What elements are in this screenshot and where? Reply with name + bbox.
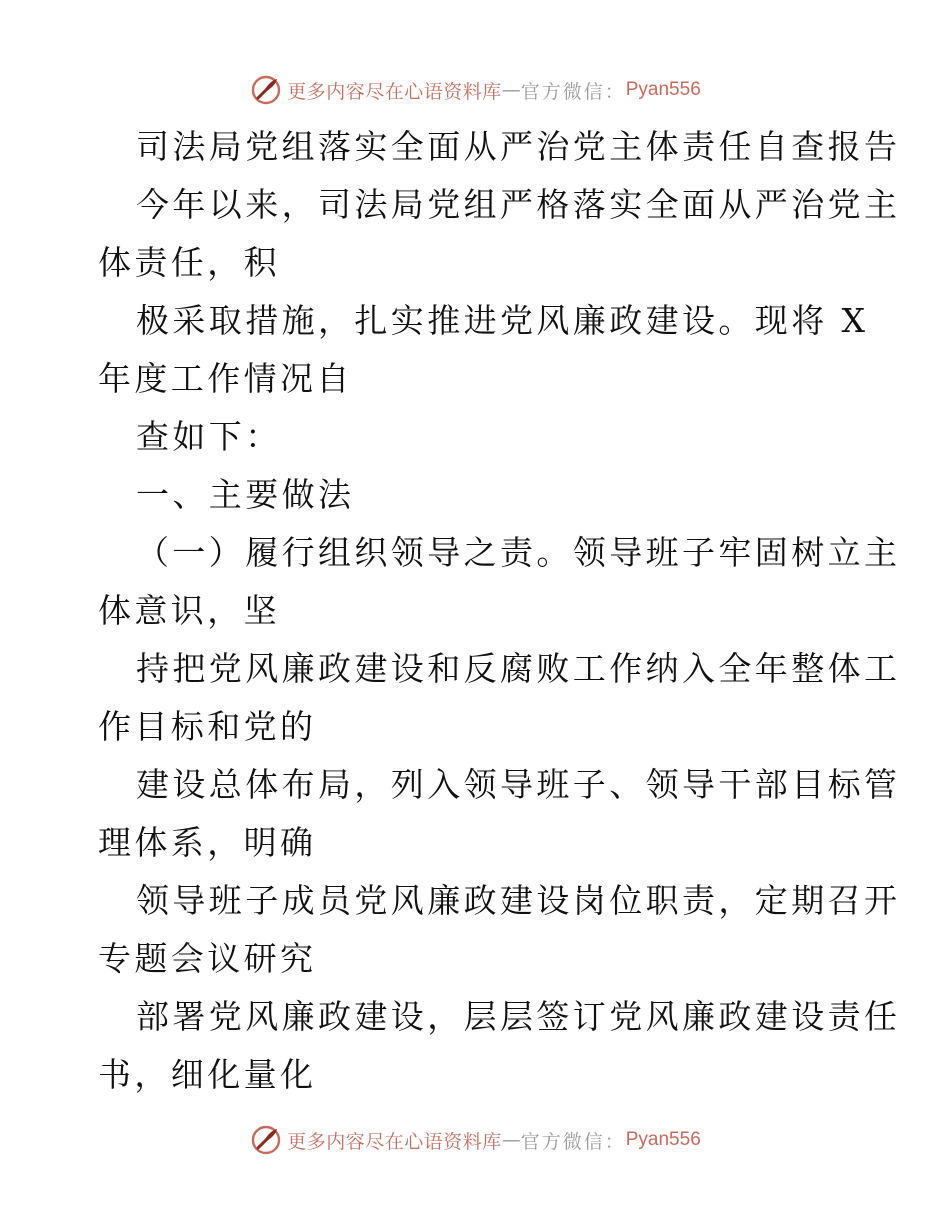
section-heading: 一、主要做法 [136,475,355,514]
footer-watermark [0,1120,950,1160]
watermark-official-label: 官方微信： [520,1130,626,1153]
paragraph-line: 部署党风廉政建设，层层签订党风廉政建设责任 [136,997,901,1036]
watermark-separator: — [501,1129,521,1151]
paragraph-line: 领导班子成员党风廉政建设岗位职责，定期召开 [136,881,901,920]
document-title: 司法局党组落实全面从严治党主体责任自查报告 [136,127,901,166]
watermark-wechat-id: Pyan556 [625,1129,701,1150]
quill-logo-icon [249,1123,283,1157]
paragraph-line: 持把党风廉政建设和反腐败工作纳入全年整体工 [136,649,901,688]
paragraph-line: 理体系，明确 [98,823,317,862]
paragraph-line: 作目标和党的 [98,707,317,746]
paragraph-line: 年度工作情况自 [98,359,353,398]
paragraph-line: 书，细化量化 [98,1055,317,1094]
paragraph-line: 体责任，积 [98,243,280,282]
paragraph-line: 建设总体布局，列入领导班子、领导干部目标管 [136,765,901,804]
paragraph-line: 专题会议研究 [98,939,317,978]
paragraph-line: （一）履行组织领导之责。领导班子牢固树立主 [136,533,901,572]
watermark-brand-text: 更多内容尽在心语资料库 [287,80,502,103]
watermark-brand-text: 更多内容尽在心语资料库 [287,1130,502,1153]
paragraph-line: 极采取措施，扎实推进党风廉政建设。现将 X [136,301,869,340]
watermark-separator: — [501,79,521,101]
quill-logo-icon [249,73,283,107]
paragraph-line: 今年以来，司法局党组严格落实全面从严治党主 [136,185,901,224]
watermark-wechat-id: Pyan556 [625,79,701,100]
paragraph-line: 体意识，坚 [98,591,280,630]
watermark-official-label: 官方微信： [520,80,626,103]
paragraph-line: 查如下： [136,417,282,456]
header-watermark [0,70,950,110]
